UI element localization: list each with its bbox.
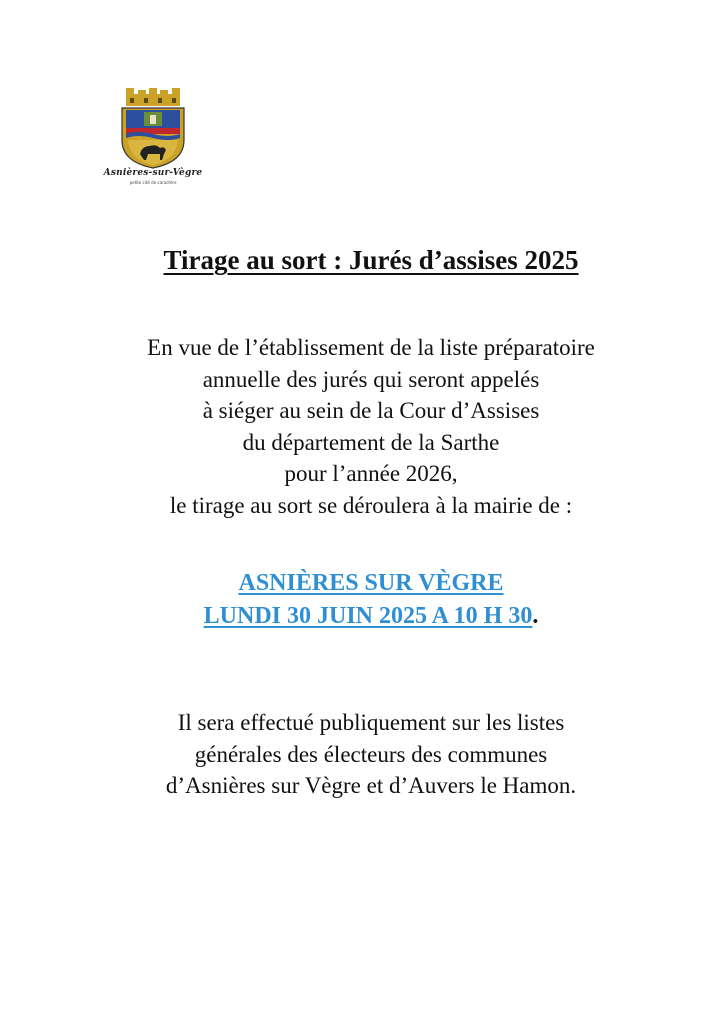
event-highlight (0, 567, 724, 633)
intro-line: annuelle des jurés qui seront appelés (202, 366, 540, 392)
closing-line: d’Asnières sur Vègre et d’Auvers le Hamon. (165, 773, 577, 798)
event-location: ASNIÈRES SUR VÈGRE (238, 570, 504, 596)
event-date-time: LUNDI 30 JUIN 2025 A 10 H 30 (203, 603, 533, 629)
intro-line: à siéger au sein de la Cour d’Assises (202, 398, 540, 423)
intro-line: le tirage au sort se déroulera à la mairie de : (169, 492, 573, 518)
intro-line: pour l’année 2026, (284, 461, 458, 486)
closing-paragraph (0, 707, 724, 802)
town-logo (98, 88, 208, 198)
intro-paragraph (0, 332, 724, 521)
intro-line: du département de la Sarthe (242, 429, 500, 455)
closing-line: Il sera effectué publiquement sur les listes (177, 710, 565, 735)
intro-line: En vue de l’établissement de la liste préparatoire (147, 335, 595, 360)
town-motto: petite cité de caractère (129, 180, 177, 185)
closing-line: générales des électeurs des communes (194, 741, 548, 767)
coat-of-arms-icon (114, 88, 192, 170)
page-title: Tirage au sort : Jurés d’assises 2025 (163, 245, 579, 275)
town-name: Asnières-sur-Vègre (103, 168, 203, 178)
trailing-dot: . (532, 603, 539, 629)
